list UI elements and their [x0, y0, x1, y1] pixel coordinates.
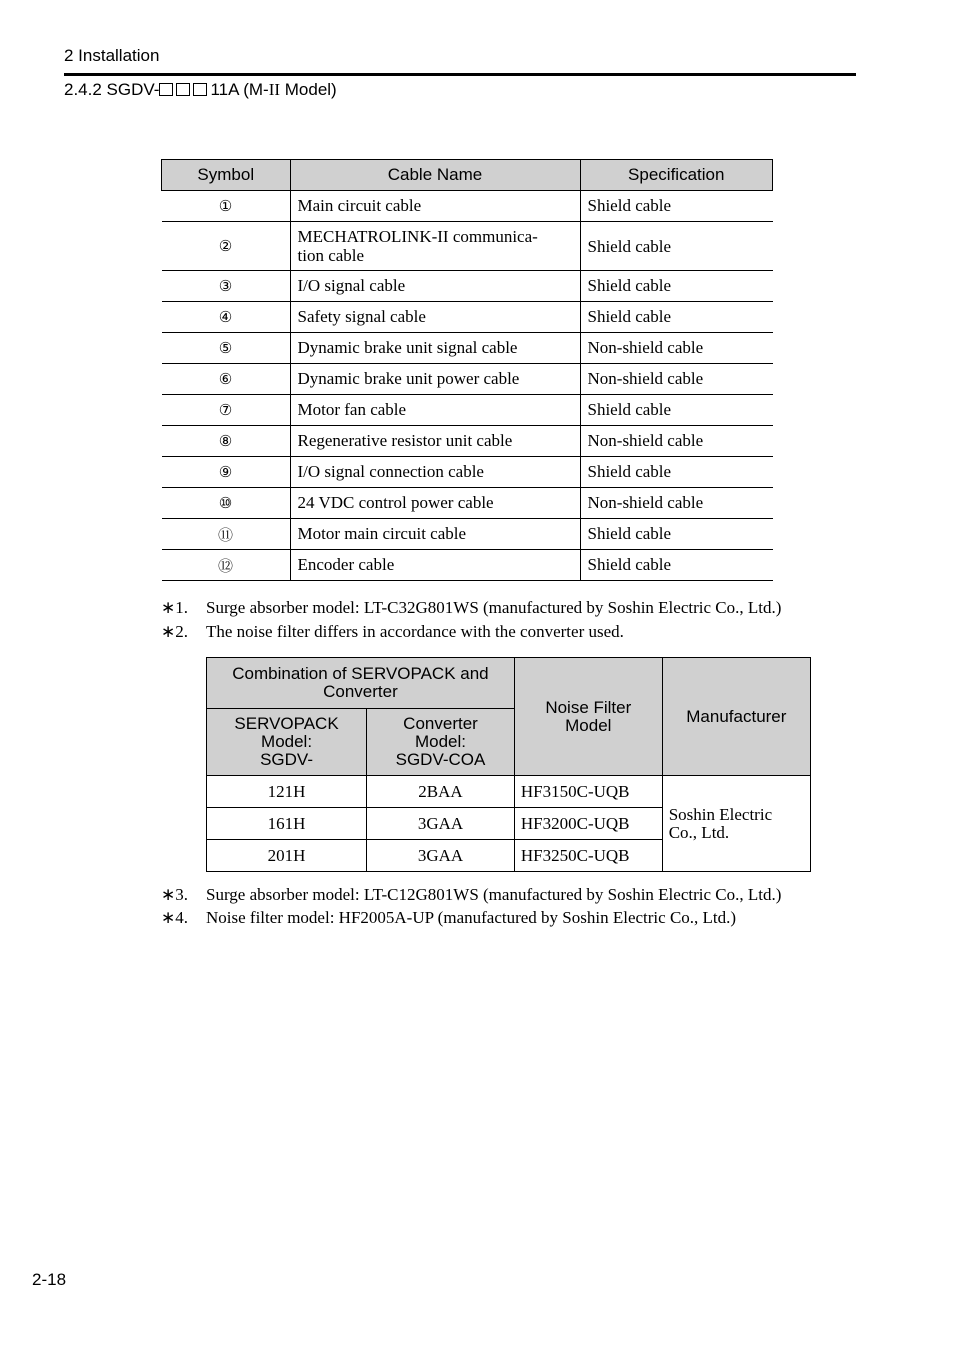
column-header-combination: Combination of SERVOPACK and Converter	[207, 658, 515, 709]
section-end: Model)	[280, 80, 337, 99]
cable-name-cell: Safety signal cable	[290, 302, 580, 333]
note-text: Surge absorber model: LT-C32G801WS (manufactured by Soshin Electric Co., Ltd.)	[206, 598, 782, 617]
table-row	[162, 222, 773, 271]
symbol-cell: ⑨	[162, 457, 291, 488]
symbol-cell: ⑦	[162, 395, 291, 426]
cable-name-cell: I/O signal connection cable	[290, 457, 580, 488]
column-header-manufacturer: Manufacturer	[662, 658, 810, 776]
table-row	[162, 333, 773, 364]
cable-name-cell: Motor main circuit cable	[290, 519, 580, 550]
table-row	[162, 426, 773, 457]
filter-header-row-1	[207, 658, 811, 709]
noise-filter-model-cell: HF3150C-UQB	[514, 776, 662, 808]
cable-table-body	[162, 191, 773, 581]
table-row	[162, 457, 773, 488]
symbol-cell: ④	[162, 302, 291, 333]
specification-cell: Shield cable	[580, 395, 773, 426]
noise-filter-model-cell: HF3200C-UQB	[514, 808, 662, 840]
note-text: The noise filter differs in accordance with the converter used.	[206, 622, 624, 641]
symbol-cell: ⑧	[162, 426, 291, 457]
table-row	[162, 191, 773, 222]
symbol-cell: ①	[162, 191, 291, 222]
section-suffix: 11A (M-	[210, 80, 269, 99]
cable-name-cell: MECHATROLINK-II communica- tion cable	[290, 222, 580, 271]
section-roman: II	[268, 80, 281, 99]
column-header-servopack-model: SERVOPACK Model: SGDV-	[207, 709, 367, 776]
converter-model-cell: 2BAA	[367, 776, 515, 808]
placeholder-box-icon	[193, 83, 207, 96]
table-row	[162, 519, 773, 550]
column-header-specification: Specification	[580, 160, 773, 191]
symbol-cell: ②	[162, 222, 291, 271]
table-row	[207, 776, 811, 808]
placeholder-box-icon	[176, 83, 190, 96]
note-text: Noise filter model: HF2005A-UP (manufactured by Soshin Electric Co., Ltd.)	[206, 908, 737, 927]
table-row	[162, 395, 773, 426]
servopack-model-cell: 161H	[207, 808, 367, 840]
specification-cell: Shield cable	[580, 222, 773, 271]
section-prefix: 2.4.2 SGDV-	[64, 80, 160, 99]
cable-name-cell: I/O signal cable	[290, 271, 580, 302]
chapter-title: 2 Installation	[64, 46, 160, 65]
page-number: 2-18	[32, 1270, 67, 1289]
symbol-cell: ⑤	[162, 333, 291, 364]
symbol-cell: ⑫	[162, 550, 291, 581]
specification-cell: Shield cable	[580, 271, 773, 302]
cable-name-cell: Main circuit cable	[290, 191, 580, 222]
specification-cell: Shield cable	[580, 457, 773, 488]
note-3	[161, 885, 781, 905]
note-mark: ∗1.	[161, 598, 188, 617]
cable-name-cell: Encoder cable	[290, 550, 580, 581]
cable-name-cell: Dynamic brake unit signal cable	[290, 333, 580, 364]
table-row	[162, 271, 773, 302]
column-header-cable-name: Cable Name	[290, 160, 580, 191]
note-mark: ∗2.	[161, 622, 188, 641]
specification-cell: Shield cable	[580, 550, 773, 581]
manufacturer-cell: Soshin Electric Co., Ltd.	[662, 776, 810, 872]
note-4	[161, 908, 736, 928]
header-divider	[64, 73, 856, 76]
cable-table-header-row	[162, 160, 773, 191]
noise-filter-model-cell: HF3250C-UQB	[514, 840, 662, 872]
placeholder-box-icon	[159, 83, 173, 96]
note-2	[161, 622, 624, 642]
cable-table	[161, 159, 773, 581]
servopack-model-cell: 201H	[207, 840, 367, 872]
table-row	[162, 364, 773, 395]
cable-name-cell: 24 VDC control power cable	[290, 488, 580, 519]
servopack-model-cell: 121H	[207, 776, 367, 808]
specification-cell: Non-shield cable	[580, 488, 773, 519]
symbol-cell: ⑩	[162, 488, 291, 519]
column-header-symbol: Symbol	[162, 160, 291, 191]
symbol-cell: ⑥	[162, 364, 291, 395]
column-header-converter-model: Converter Model: SGDV-COA	[367, 709, 515, 776]
note-mark: ∗3.	[161, 885, 188, 904]
note-text: Surge absorber model: LT-C12G801WS (manufactured by Soshin Electric Co., Ltd.)	[206, 885, 782, 904]
converter-model-cell: 3GAA	[367, 840, 515, 872]
table-row	[162, 550, 773, 581]
cable-name-cell: Motor fan cable	[290, 395, 580, 426]
section-title	[64, 80, 337, 100]
table-row	[162, 488, 773, 519]
specification-cell: Non-shield cable	[580, 426, 773, 457]
symbol-cell: ⑪	[162, 519, 291, 550]
specification-cell: Shield cable	[580, 302, 773, 333]
table-row	[162, 302, 773, 333]
specification-cell: Shield cable	[580, 191, 773, 222]
noise-filter-table	[206, 657, 811, 872]
converter-model-cell: 3GAA	[367, 808, 515, 840]
cable-name-cell: Regenerative resistor unit cable	[290, 426, 580, 457]
symbol-cell: ③	[162, 271, 291, 302]
note-mark: ∗4.	[161, 908, 188, 927]
specification-cell: Shield cable	[580, 519, 773, 550]
note-1	[161, 598, 781, 618]
specification-cell: Non-shield cable	[580, 333, 773, 364]
cable-name-cell: Dynamic brake unit power cable	[290, 364, 580, 395]
specification-cell: Non-shield cable	[580, 364, 773, 395]
column-header-noise-filter: Noise Filter Model	[514, 658, 662, 776]
